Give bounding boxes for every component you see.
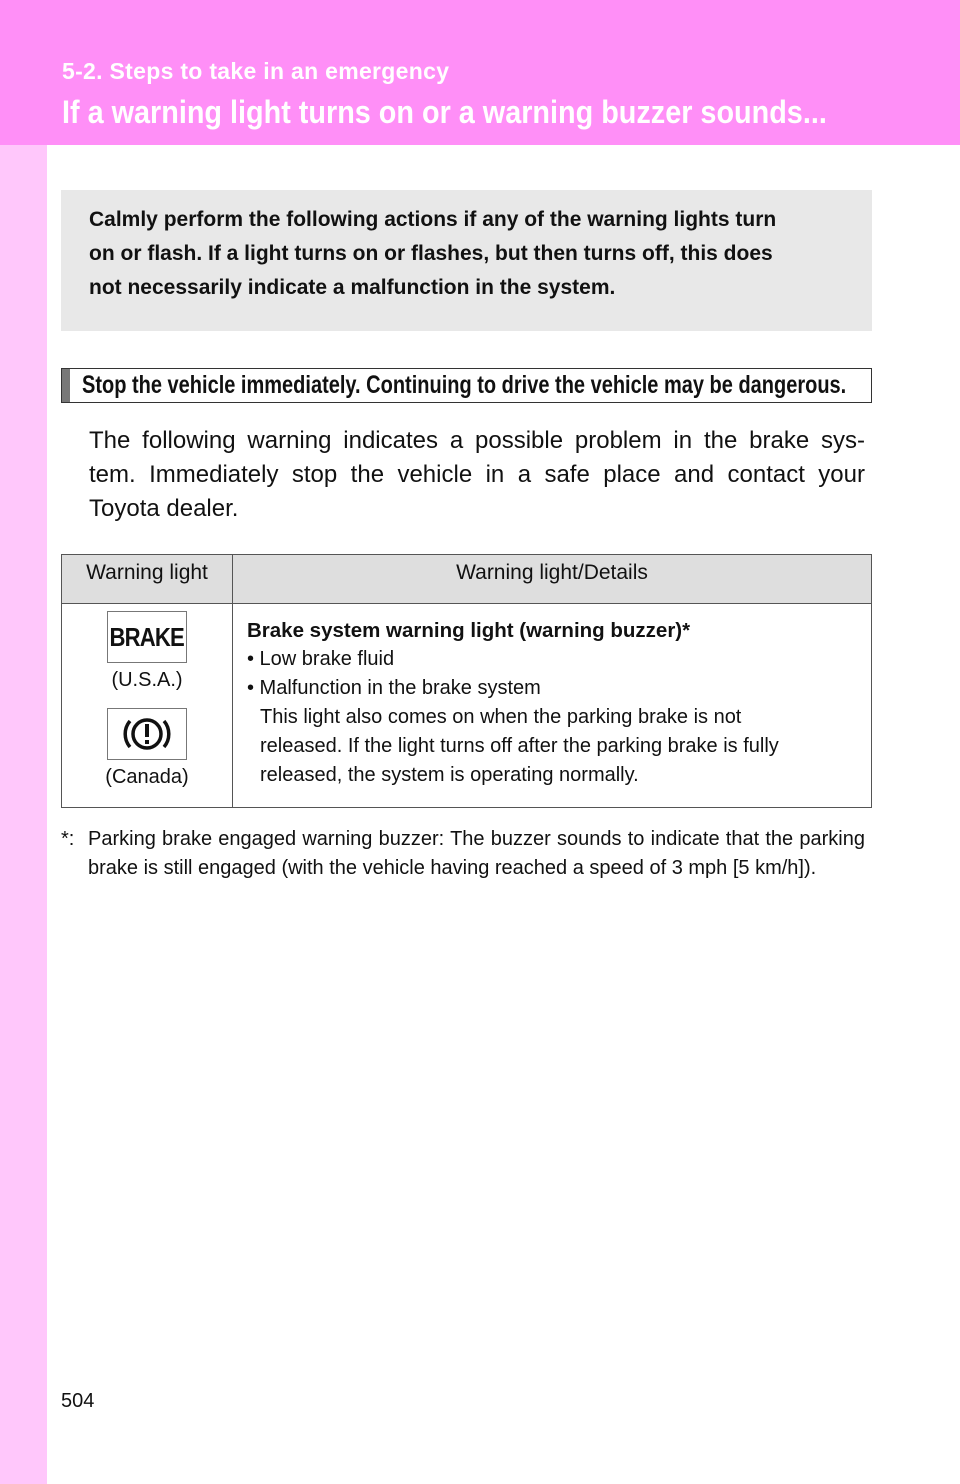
brake-icon-label: BRAKE	[109, 621, 185, 652]
region-label-canada: (Canada)	[105, 766, 189, 788]
details-title: Brake system warning light (warning buzzer)*	[247, 619, 691, 642]
details-note-line: released. If the light turns off after the parking brake is fully	[260, 735, 779, 757]
left-margin-band	[0, 145, 47, 1484]
body-paragraph	[89, 424, 865, 526]
page-title: If a warning light turns on or a warning buzzer sounds...	[62, 94, 827, 130]
details-bullet: • Malfunction in the brake system	[247, 677, 541, 699]
details-cell	[233, 604, 872, 808]
column-header-warning-light: Warning light	[62, 555, 233, 604]
stop-banner-bar	[62, 369, 70, 402]
footnote-text: Parking brake engaged warning buzzer: The buzzer sounds to indicate that the parking brake is still engaged (with the vehicle having reached a speed of 3 mph [5 km/h]).	[88, 828, 865, 879]
details-note-line: This light also comes on when the parking brake is not	[260, 706, 742, 728]
stop-banner	[61, 368, 872, 403]
section-label: 5-2. Steps to take in an emergency	[62, 58, 450, 84]
details-note-line: released, the system is operating normally.	[260, 764, 639, 786]
intro-line: not necessarily indicate a malfunction in the system.	[89, 276, 616, 299]
body-line: Toyota dealer.	[89, 495, 239, 522]
warning-light-cell	[62, 604, 233, 808]
stop-banner-text: Stop the vehicle immediately. Continuing to drive the vehicle may be dangerous.	[82, 371, 847, 399]
table-header-row	[62, 555, 872, 604]
intro-line: on or flash. If a light turns on or flashes, but then turns off, this does	[89, 242, 773, 265]
footnote-mark: *:	[61, 828, 75, 850]
table-row	[62, 604, 872, 808]
intro-box	[61, 190, 872, 331]
footnote	[61, 825, 865, 883]
page-number: 504	[61, 1390, 95, 1412]
intro-line: Calmly perform the following actions if any of the warning lights turn	[89, 208, 777, 231]
body-line: tem. Immediately stop the vehicle in a safe place and contact your	[89, 461, 865, 488]
warning-table	[61, 554, 872, 808]
column-header-details: Warning light/Details	[233, 555, 872, 604]
brake-exclamation-circle-icon	[107, 708, 187, 760]
brake-text-icon	[107, 611, 187, 663]
brake-exclamation-circle-svg	[120, 712, 174, 756]
region-label-usa: (U.S.A.)	[111, 669, 183, 691]
details-bullet: • Low brake fluid	[247, 648, 395, 670]
body-line: The following warning indicates a possible problem in the brake sys-	[89, 427, 865, 454]
